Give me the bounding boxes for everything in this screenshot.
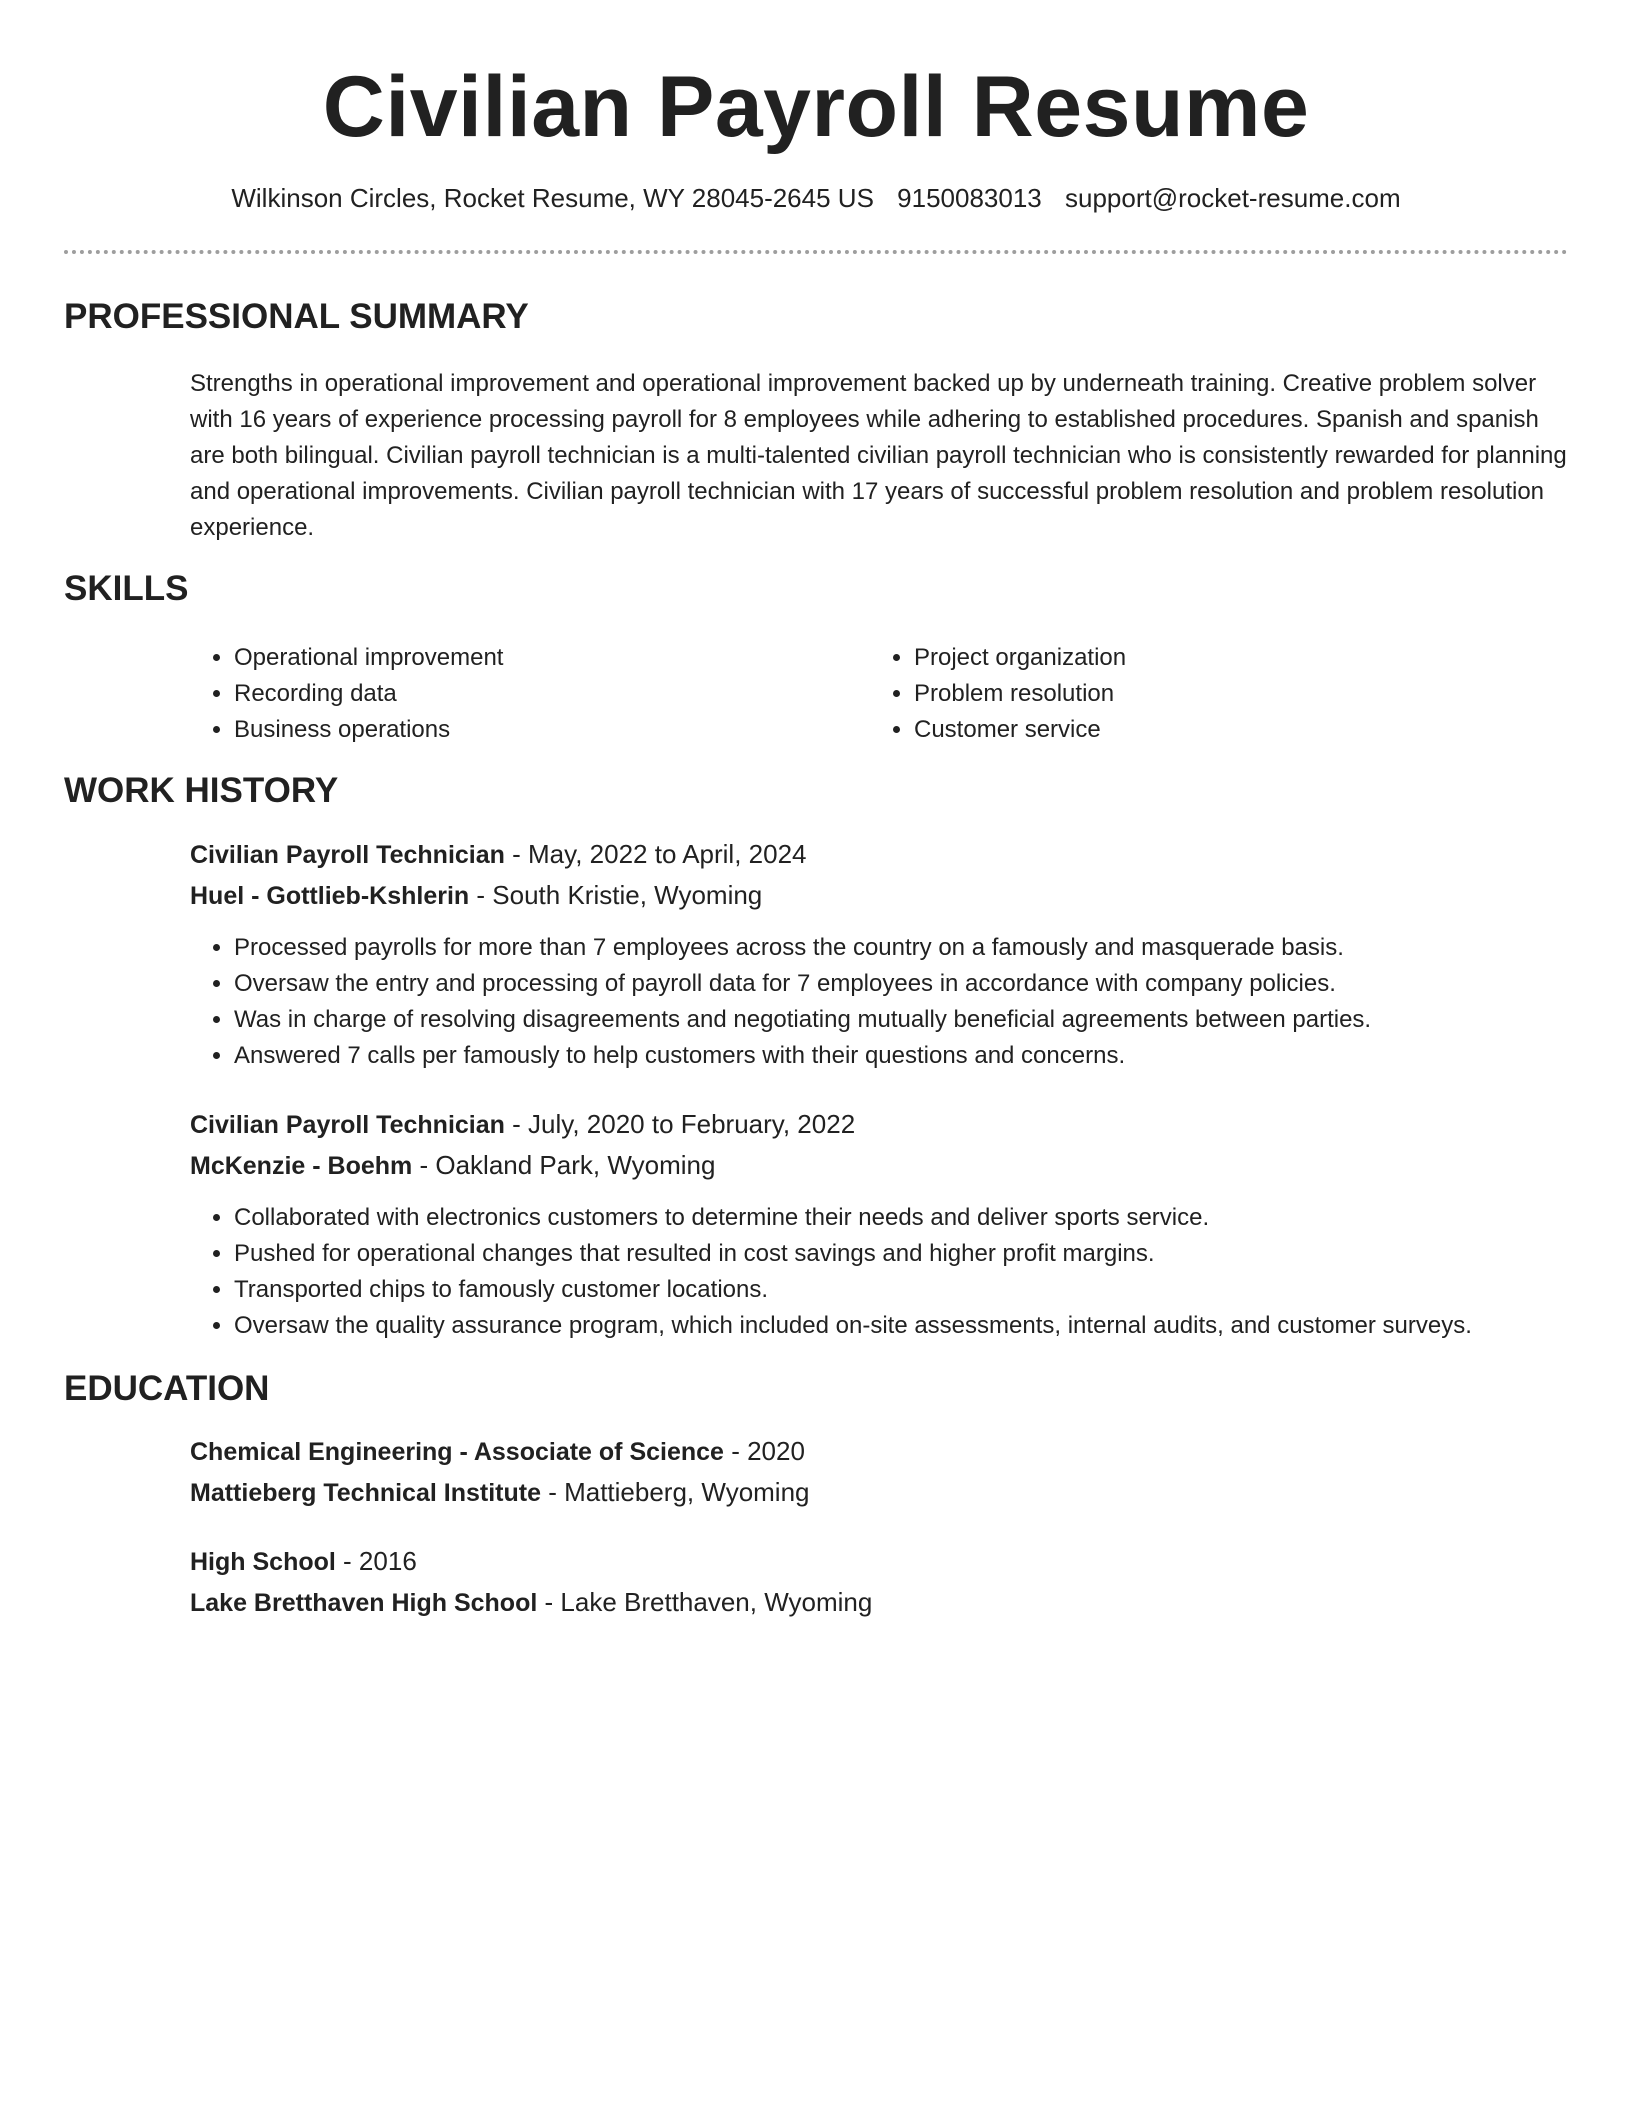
contact-email: support@rocket-resume.com bbox=[1065, 183, 1401, 213]
edu-degree-line bbox=[190, 1541, 1570, 1582]
job-entry bbox=[190, 834, 1570, 1074]
job-dates: - July, 2020 to February, 2022 bbox=[504, 1109, 856, 1139]
job-location: - South Kristie, Wyoming bbox=[469, 880, 763, 910]
summary-heading: PROFESSIONAL SUMMARY bbox=[64, 297, 529, 336]
job-bullet: • Processed payrolls for more than 7 employees across the country on a famously and masquerade basis. bbox=[234, 930, 1570, 966]
work-history-heading: WORK HISTORY bbox=[64, 771, 339, 810]
job-bullet: • Collaborated with electronics customers to determine their needs and deliver sports service. bbox=[234, 1200, 1570, 1236]
job-title-line bbox=[190, 834, 1570, 875]
job-bullet: • Oversaw the quality assurance program, which included on-site assessments, internal audits, and customer surveys. bbox=[234, 1308, 1570, 1344]
job-bullets bbox=[190, 1200, 1570, 1344]
edu-school: Mattieberg Technical Institute bbox=[190, 1479, 541, 1507]
resume-title: Civilian Payroll Resume bbox=[322, 59, 1310, 155]
education-entry bbox=[190, 1541, 1570, 1623]
summary-text: Strengths in operational improvement and operational improvement backed up by underneath training. Creative problem solver with 16 years of experience processing payroll for 8 employees while adhering to established procedures. Spanish and spanish are both bilingual. Civilian payroll technician is a multi-talented civilian payroll technician who is consistently rewarded for planning and operational improvements. Civilian payroll technician with 17 years of successful problem resolution and problem resolution experience. bbox=[190, 370, 1567, 541]
edu-location: - Lake Bretthaven, Wyoming bbox=[537, 1587, 873, 1617]
contact-line bbox=[0, 180, 1632, 216]
skill-item: • Customer service bbox=[914, 712, 1550, 748]
skill-item: • Project organization bbox=[914, 640, 1550, 676]
edu-year: - 2016 bbox=[335, 1546, 417, 1576]
job-title-line bbox=[190, 1104, 1570, 1145]
contact-phone: 9150083013 bbox=[897, 183, 1042, 213]
job-entry bbox=[190, 1104, 1570, 1344]
job-title: Civilian Payroll Technician bbox=[190, 1111, 505, 1139]
contact-address: Wilkinson Circles, Rocket Resume, WY 28045-2645 US bbox=[231, 183, 874, 213]
job-bullet: • Answered 7 calls per famously to help customers with their questions and concerns. bbox=[234, 1038, 1570, 1074]
education-entry bbox=[190, 1431, 1570, 1513]
edu-school-line bbox=[190, 1582, 1570, 1623]
job-bullet: • Pushed for operational changes that resulted in cost savings and higher profit margins. bbox=[234, 1236, 1570, 1272]
edu-school-line bbox=[190, 1472, 1570, 1513]
education-heading: EDUCATION bbox=[64, 1369, 270, 1408]
skill-item: • Problem resolution bbox=[914, 676, 1550, 712]
edu-degree: High School bbox=[190, 1548, 336, 1576]
job-title: Civilian Payroll Technician bbox=[190, 841, 505, 869]
job-company: Huel - Gottlieb-Kshlerin bbox=[190, 882, 470, 910]
skills-column-right bbox=[870, 640, 1550, 748]
job-company-line bbox=[190, 875, 1570, 916]
edu-location: - Mattieberg, Wyoming bbox=[540, 1477, 810, 1507]
skill-item: • Recording data bbox=[234, 676, 870, 712]
edu-degree-line bbox=[190, 1431, 1570, 1472]
edu-year: - 2020 bbox=[723, 1436, 805, 1466]
job-bullet: • Transported chips to famously customer locations. bbox=[234, 1272, 1570, 1308]
job-bullet: • Was in charge of resolving disagreements and negotiating mutually beneficial agreements between parties. bbox=[234, 1002, 1570, 1038]
job-bullets bbox=[190, 930, 1570, 1074]
skills-list bbox=[190, 640, 1570, 748]
skills-heading: SKILLS bbox=[64, 569, 189, 608]
job-dates: - May, 2022 to April, 2024 bbox=[504, 839, 807, 869]
edu-school: Lake Bretthaven High School bbox=[190, 1589, 538, 1617]
edu-degree: Chemical Engineering - Associate of Science bbox=[190, 1438, 724, 1466]
skill-item: • Operational improvement bbox=[234, 640, 870, 676]
skills-column-left bbox=[190, 640, 870, 748]
header-divider bbox=[64, 250, 1568, 254]
job-bullet: • Oversaw the entry and processing of payroll data for 7 employees in accordance with company policies. bbox=[234, 966, 1570, 1002]
job-company-line bbox=[190, 1145, 1570, 1186]
job-location: - Oakland Park, Wyoming bbox=[412, 1150, 716, 1180]
skill-item: • Business operations bbox=[234, 712, 870, 748]
job-company: McKenzie - Boehm bbox=[190, 1152, 413, 1180]
